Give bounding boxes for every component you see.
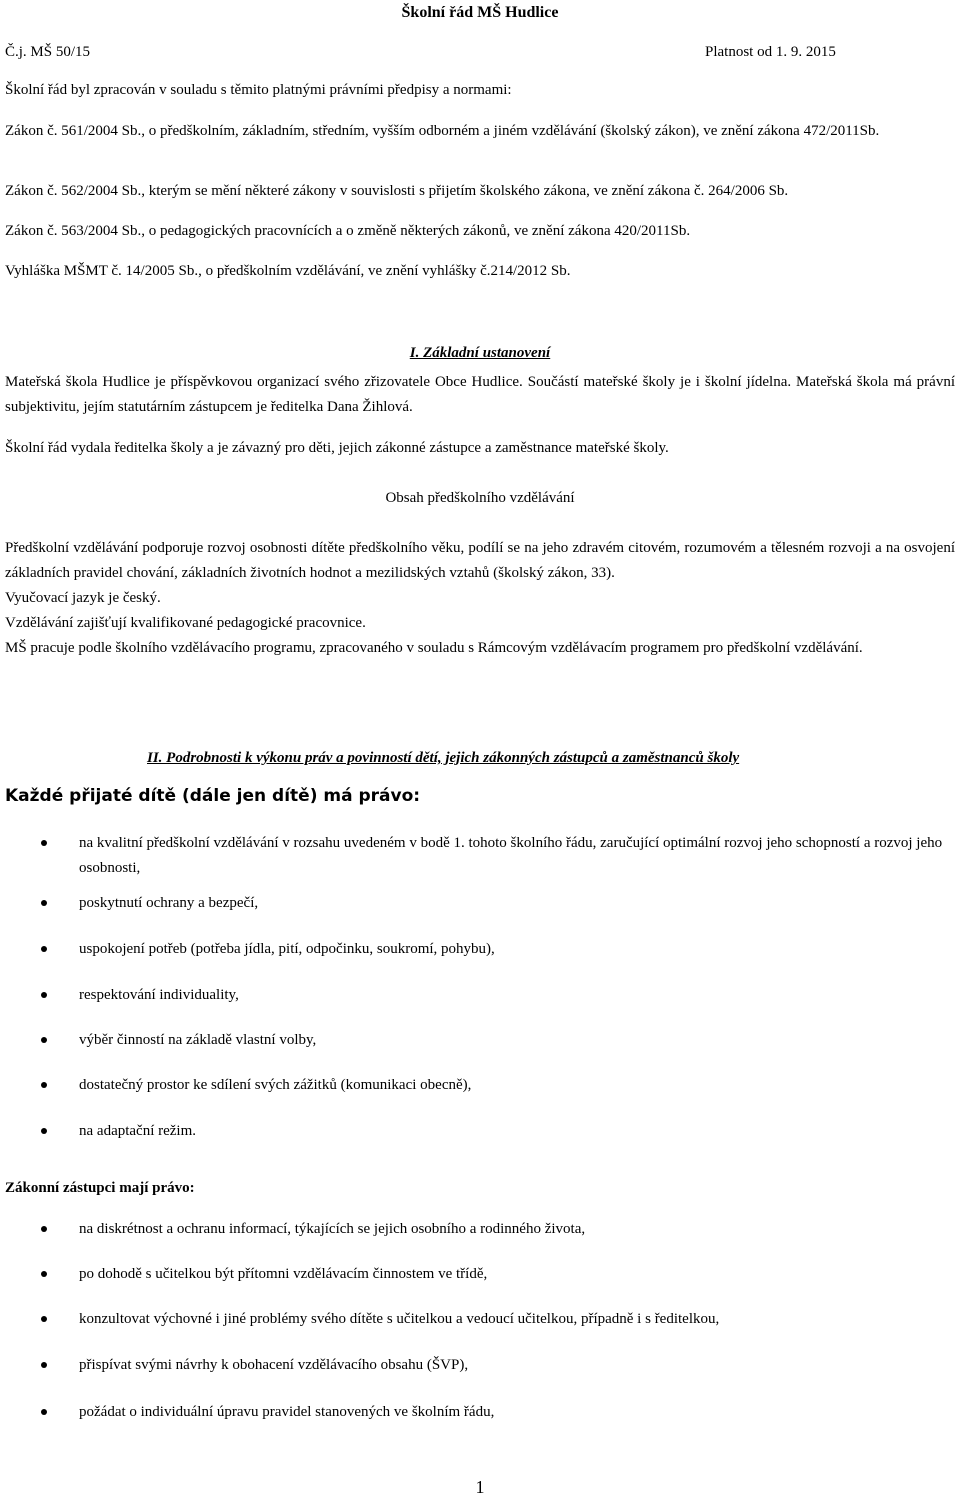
section-2-heading: II. Podrobnosti k výkonu práv a povinností dětí, jejich zákonných zástupců a zaměstnanců školy — [147, 750, 740, 766]
list-item-text: přispívat svými návrhy k obohacení vzdělávacího obsahu (ŠVP), — [79, 1357, 469, 1373]
reference-number: Č.j. MŠ 50/15 — [5, 44, 91, 60]
list-item-text: uspokojení potřeb (potřeba jídla, pití, odpočinku, soukromí, pohybu), — [79, 941, 495, 957]
list-item-text: výběr činností na základě vlastní volby, — [79, 1032, 317, 1048]
content-paragraph-4: MŠ pracuje podle školního vzdělávacího programu, zpracovaného v souladu s Rámcovým vzdělávacím programem pro předškolní vzdělávání. — [5, 640, 863, 656]
validity-date: Platnost od 1. 9. 2015 — [705, 44, 836, 60]
bullet-icon — [41, 1271, 47, 1277]
section-1-paragraph-1: Mateřská škola Hudlice je příspěvkovou organizací svého zřizovatele Obce Hudlice. Součástí mateřské školy je i školní jídelna. Mateřská škola má právní subjektivitu, jejím statutárním zástupcem je ředitelka Dana Žihlová. — [5, 374, 955, 415]
law-561: Zákon č. 561/2004 Sb., o předškolním, základním, středním, vyšším odborném a jiném vzdělávání (školský zákon), ve znění zákona 472/2011Sb. — [5, 123, 880, 139]
list-item-text: respektování individuality, — [79, 987, 239, 1003]
bullet-icon — [41, 1409, 47, 1415]
bullet-icon — [41, 840, 47, 846]
bullet-icon — [41, 1037, 47, 1043]
content-heading: Obsah předškolního vzdělávání — [385, 490, 575, 506]
list-item-text: poskytnutí ochrany a bezpečí, — [79, 895, 259, 911]
bullet-icon — [41, 1226, 47, 1232]
decree-14: Vyhláška MŠMT č. 14/2005 Sb., o předškolním vzdělávání, ve znění vyhlášky č.214/2012 Sb. — [5, 263, 571, 279]
list-item-text: po dohodě s učitelkou být přítomni vzdělávacím činnostem ve třídě, — [79, 1266, 488, 1282]
law-562: Zákon č. 562/2004 Sb., kterým se mění některé zákony v souvislosti s přijetím školského zákona, ve znění zákona č. 264/2006 Sb. — [5, 183, 789, 199]
bullet-icon — [41, 992, 47, 998]
child-rights-heading: Každé přijaté dítě (dále jen dítě) má právo: — [5, 786, 421, 806]
list-item-text: konzultovat výchovné i jiné problémy svého dítěte s učitelkou a vedoucí učitelkou, případně i s ředitelkou, — [79, 1311, 720, 1327]
section-1-heading: I. Základní ustanovení — [409, 345, 551, 361]
intro-text: Školní řád byl zpracován v souladu s těmito platnými právními předpisy a normami: — [5, 82, 512, 98]
law-563: Zákon č. 563/2004 Sb., o pedagogických pracovnících a o změně některých zákonů, ve znění zákona 420/2011Sb. — [5, 223, 691, 239]
bullet-icon — [41, 1362, 47, 1368]
guardian-rights-heading: Zákonní zástupci mají právo: — [5, 1180, 195, 1196]
document-title: Školní řád MŠ Hudlice — [401, 4, 559, 21]
bullet-icon — [41, 900, 47, 906]
list-item-text: na kvalitní předškolní vzdělávání v rozsahu uvedeném v bodě 1. tohoto školního řádu, zaručující optimální rozvoj jeho schopností a rozvoj jeho osobnosti, — [79, 835, 943, 876]
bullet-icon — [41, 1316, 47, 1322]
list-item-text: na adaptační režim. — [79, 1123, 197, 1139]
list-item-text: požádat o individuální úpravu pravidel stanovených ve školním řádu, — [79, 1404, 495, 1420]
content-paragraph-3: Vzdělávání zajišťují kvalifikované pedagogické pracovnice. — [5, 615, 366, 631]
section-1-paragraph-2: Školní řád vydala ředitelka školy a je závazný pro děti, jejich zákonné zástupce a zaměstnance mateřské školy. — [5, 440, 669, 456]
page-number: 1 — [475, 1477, 485, 1497]
content-paragraph-1: Předškolní vzdělávání podporuje rozvoj osobnosti dítěte předškolního věku, podílí se na jeho zdravém citovém, rozumovém a tělesném rozvoji a na osvojení základních pravidel chování, základních životních hodnot a mezilidských vztahů (školský zákon, 33). — [5, 540, 955, 581]
list-item-text: na diskrétnost a ochranu informací, týkajících se jejich osobního a rodinného života, — [79, 1221, 586, 1237]
bullet-icon — [41, 1082, 47, 1088]
bullet-icon — [41, 946, 47, 952]
bullet-icon — [41, 1128, 47, 1134]
list-item-text: dostatečný prostor ke sdílení svých zážitků (komunikaci obecně), — [79, 1077, 472, 1093]
content-paragraph-2: Vyučovací jazyk je český. — [5, 590, 161, 606]
